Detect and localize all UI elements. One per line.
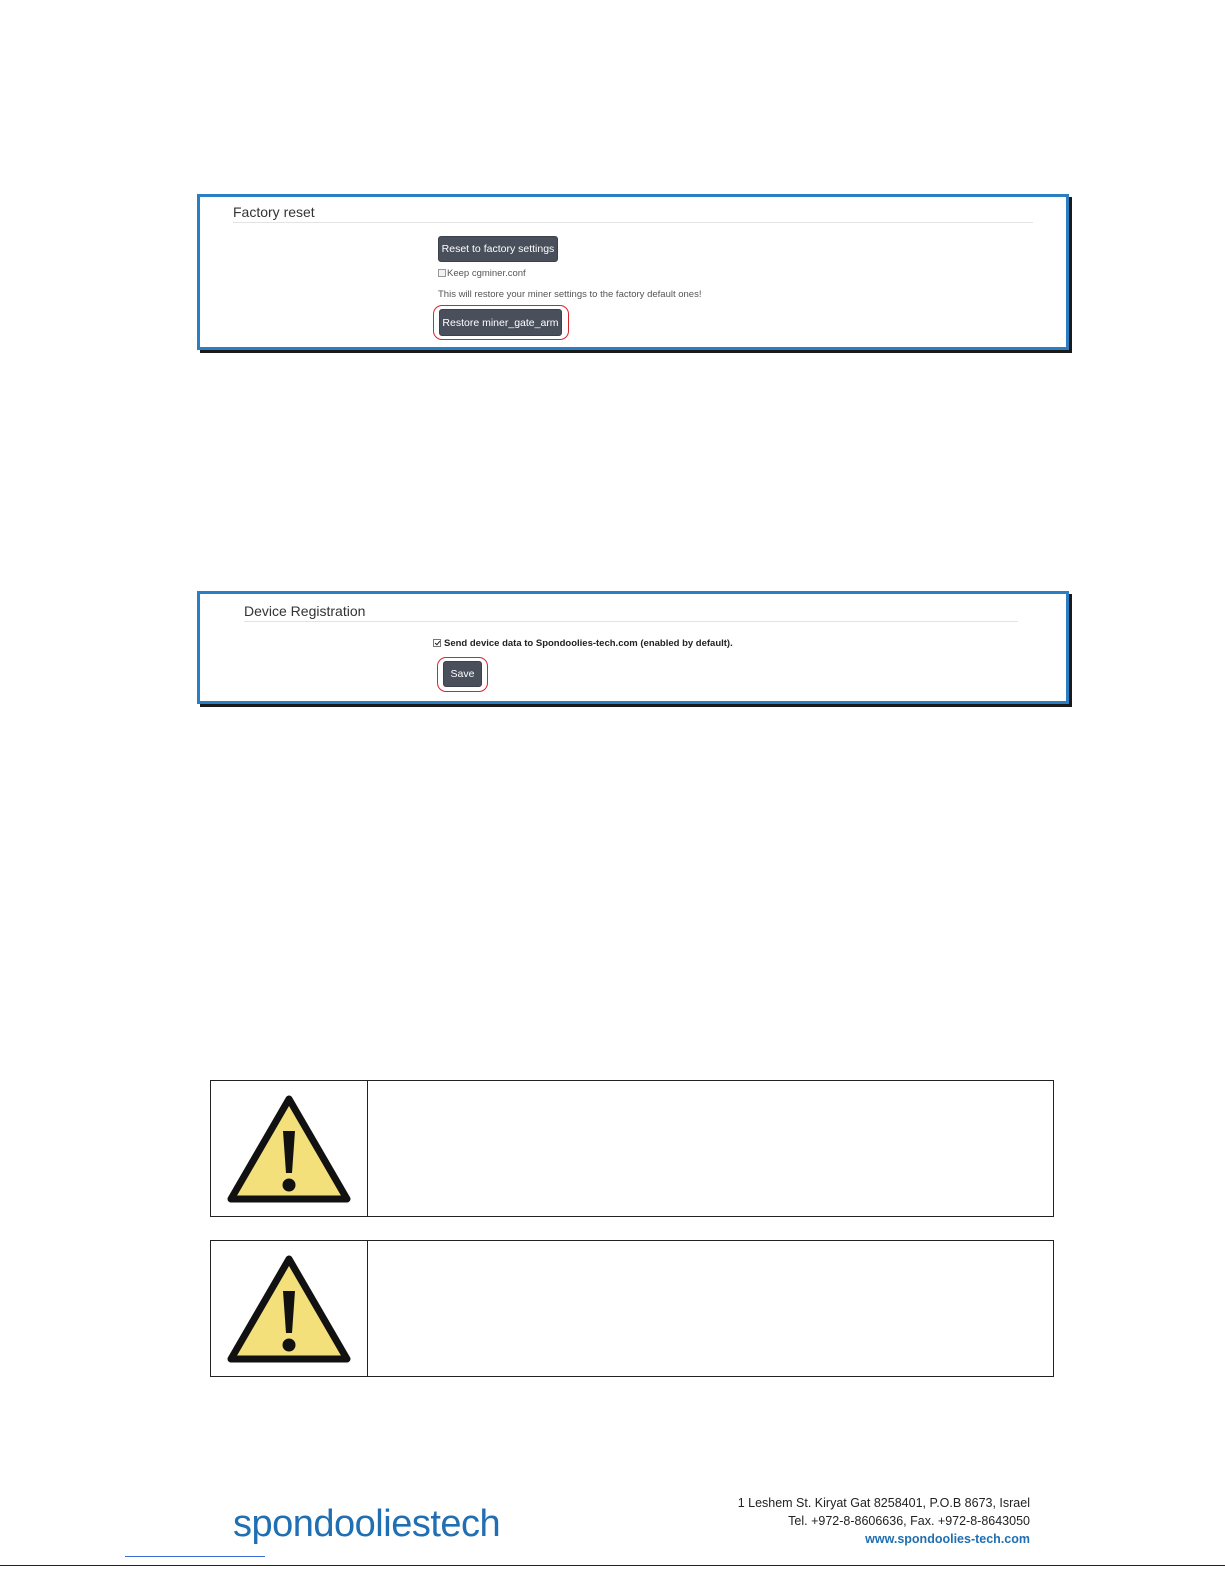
factory-reset-title: Factory reset bbox=[233, 204, 315, 220]
warning-box bbox=[210, 1080, 1054, 1217]
send-device-data-label: Send device data to Spondoolies-tech.com (enabled by default). bbox=[444, 638, 733, 649]
keep-cgminer-label: Keep cgminer.conf bbox=[447, 268, 526, 279]
warning-triangle-icon bbox=[225, 1253, 353, 1365]
restore-miner-gate-button[interactable]: Restore miner_gate_arm bbox=[439, 309, 562, 336]
footer-link-underline bbox=[125, 1556, 265, 1557]
device-registration-panel bbox=[197, 591, 1069, 704]
spondoolies-logo: spondooliestech bbox=[233, 1503, 501, 1545]
page-bottom-rule bbox=[0, 1565, 1225, 1566]
warning-box bbox=[210, 1240, 1054, 1377]
factory-reset-description: This will restore your miner settings to the factory default ones! bbox=[438, 289, 702, 300]
keep-cgminer-checkbox[interactable] bbox=[438, 269, 446, 277]
factory-reset-divider bbox=[233, 222, 1033, 223]
footer-phone: Tel. +972-8-8606636, Fax. +972-8-8643050 bbox=[788, 1514, 1030, 1528]
warning-text-cell bbox=[368, 1241, 1053, 1376]
send-device-data-checkbox[interactable] bbox=[433, 639, 441, 647]
footer-website-link[interactable]: www.spondoolies-tech.com bbox=[865, 1532, 1030, 1546]
warning-icon-cell bbox=[211, 1241, 368, 1376]
reset-to-factory-button[interactable]: Reset to factory settings bbox=[438, 236, 558, 262]
factory-reset-panel bbox=[197, 194, 1069, 350]
save-button[interactable]: Save bbox=[443, 661, 482, 687]
warning-text-cell bbox=[368, 1081, 1053, 1216]
warning-triangle-icon bbox=[225, 1093, 353, 1205]
device-registration-divider bbox=[244, 621, 1018, 622]
footer-address: 1 Leshem St. Kiryat Gat 8258401, P.O.B 8673, Israel bbox=[737, 1496, 1030, 1510]
footer-contact bbox=[738, 1494, 1030, 1548]
warning-icon-cell bbox=[211, 1081, 368, 1216]
device-registration-title: Device Registration bbox=[244, 603, 366, 619]
